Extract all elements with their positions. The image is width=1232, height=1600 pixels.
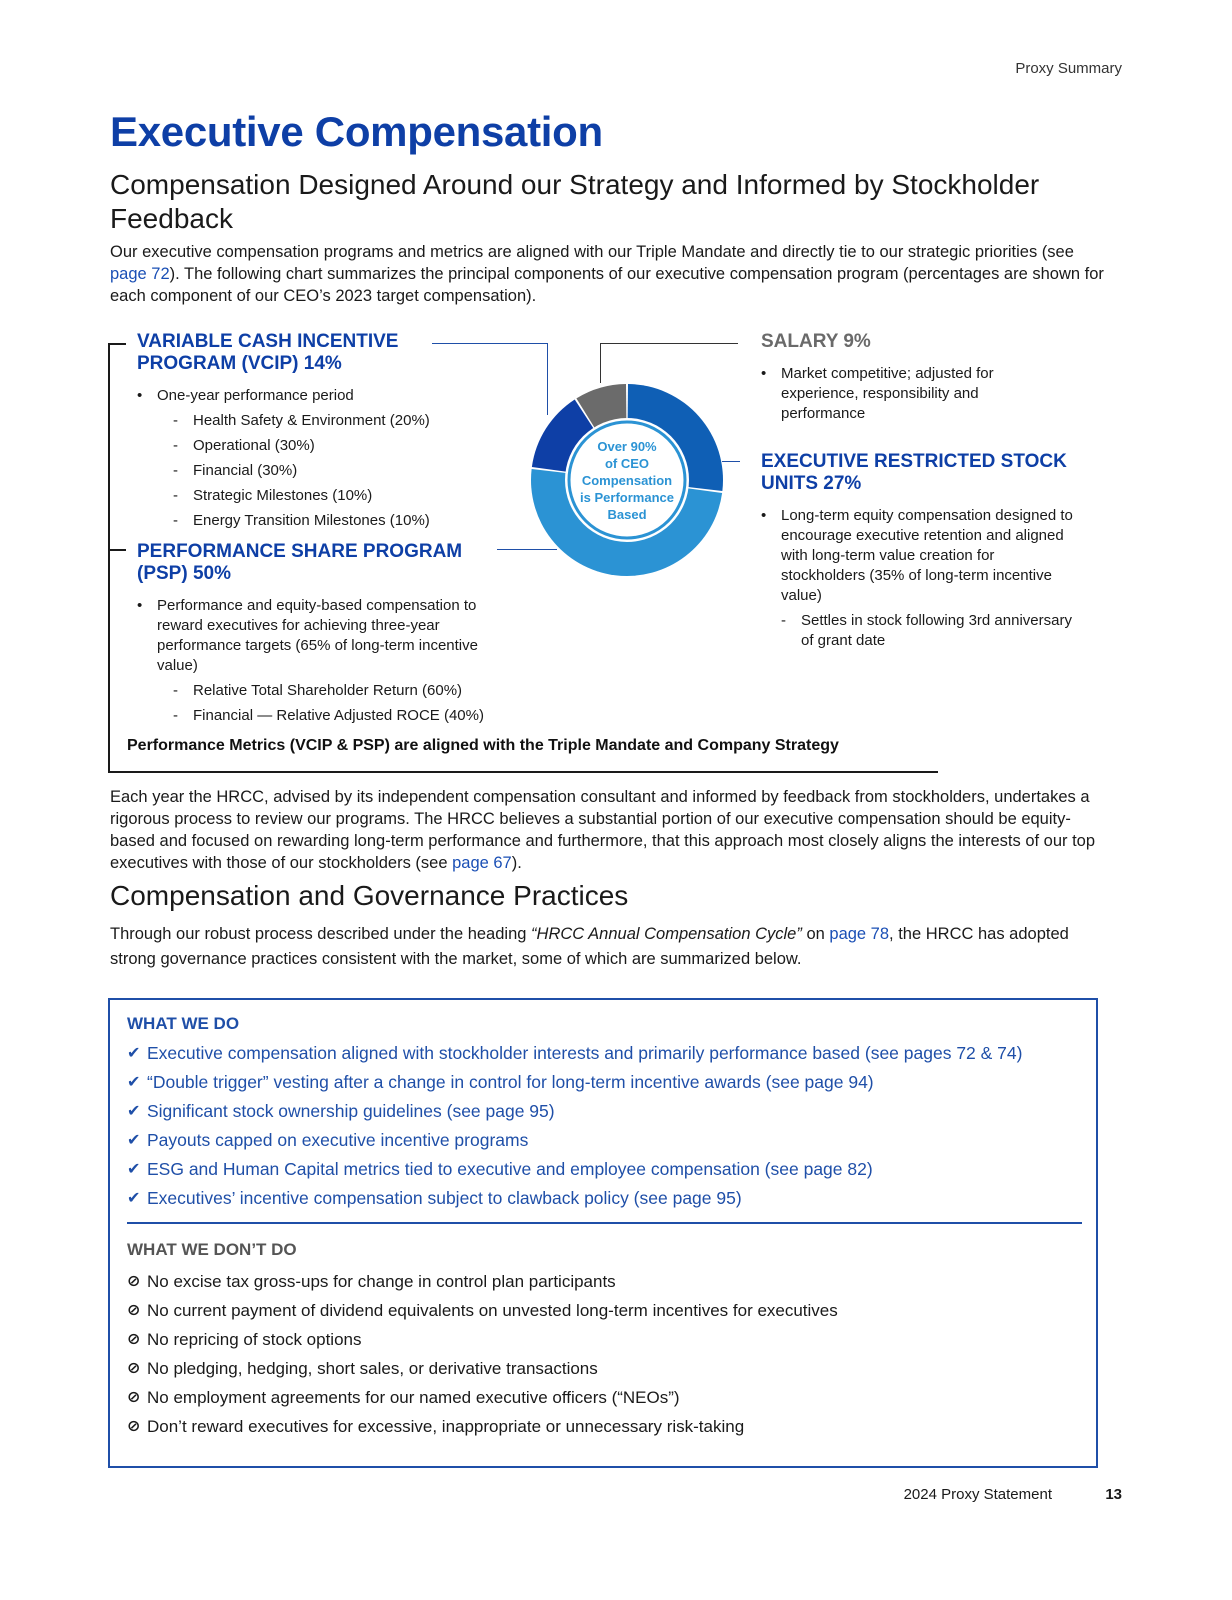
list-item: ⊘ No current payment of dividend equivalents on unvested long-term incentives for executives [127, 1301, 838, 1320]
governance-subtitle: Compensation and Governance Practices [110, 880, 629, 911]
checkmark-icon: ✔ [127, 1161, 141, 1178]
metrics-statement: Performance Metrics (VCIP & PSP) are aligned with the Triple Mandate and Company Strategy [127, 737, 839, 754]
checkmark-icon: ✔ [127, 1132, 141, 1149]
what-we-dont-do-heading: WHAT WE DON’T DO [127, 1240, 297, 1259]
psp-metric: - Financial — Relative Adjusted ROCE (40%) [137, 706, 517, 726]
vcip-metric: - Strategic Milestones (10%) [137, 486, 517, 506]
rsu-details [761, 506, 1081, 651]
prohibited-icon: ⊘ [127, 1418, 141, 1435]
prohibited-icon: ⊘ [127, 1360, 141, 1377]
footer-label: 2024 Proxy Statement [903, 1486, 1052, 1503]
list-item: ⊘ No employment agreements for our named executive officers (“NEOs”) [127, 1388, 680, 1407]
list-item: ✔ Significant stock ownership guidelines (see page 95) [127, 1101, 555, 1121]
salary-connector-drop [600, 343, 601, 383]
salary-details [761, 364, 1011, 424]
list-item: ✔ Executive compensation aligned with stockholder interests and primarily performance based (see pages 72 & 74) [127, 1043, 1023, 1063]
salary-heading: SALARY 9% [761, 331, 871, 352]
section-subtitle: Compensation Designed Around our Strategy and Informed by Stockholder Feedback [110, 169, 1040, 234]
checkmark-icon: ✔ [127, 1190, 141, 1207]
list-item: ✔ Executives’ incentive compensation subject to clawback policy (see page 95) [127, 1188, 742, 1208]
prohibited-icon: ⊘ [127, 1273, 141, 1290]
donut-center-label: is Performance [580, 490, 674, 505]
psp-details [137, 596, 517, 726]
list-item: ⊘ No excise tax gross-ups for change in control plan participants [127, 1272, 616, 1291]
rsu-bullet: • Long-term equity compensation designed to encourage executive retention and aligned with long-term value creation for stockholders (35% of long-term incentive value) [761, 506, 1081, 606]
salary-bullet: • Market competitive; adjusted for experience, responsibility and performance [761, 364, 1011, 424]
compensation-donut-chart [527, 380, 727, 580]
page-title: Executive Compensation [110, 108, 603, 155]
donut-center-label: Over 90% [597, 439, 657, 454]
list-item: ⊘ No repricing of stock options [127, 1330, 362, 1349]
vcip-bullet: • One-year performance period [137, 386, 517, 406]
page-link[interactable]: page 67 [452, 854, 512, 872]
what-we-do-heading: WHAT WE DO [127, 1014, 240, 1033]
donut-center-label: Compensation [581, 473, 673, 488]
vcip-metric: - Operational (30%) [137, 436, 517, 456]
what-we-dont-do-list [127, 1270, 1082, 1438]
psp-bullet: • Performance and equity-based compensation to reward executives for achieving three-year performance targets (65% of long-term incentive value) [137, 596, 497, 676]
page-link[interactable]: page 78 [829, 925, 890, 943]
prohibited-icon: ⊘ [127, 1302, 141, 1319]
list-item: ⊘ Don’t reward executives for excessive, inappropriate or unnecessary risk-taking [127, 1417, 745, 1436]
donut-center-label: of CEO [604, 456, 650, 471]
rsu-heading: EXECUTIVE RESTRICTED STOCK UNITS 27% [761, 451, 1067, 494]
page-link[interactable]: page 72 [110, 265, 170, 283]
prohibited-icon: ⊘ [127, 1389, 141, 1406]
vcip-metric: - Health Safety & Environment (20%) [137, 411, 517, 431]
salary-connector [600, 343, 738, 344]
bracket-bottom [108, 771, 938, 773]
prohibited-icon: ⊘ [127, 1331, 141, 1348]
page-number: 13 [1105, 1486, 1122, 1503]
rsu-sub: - Settles in stock following 3rd anniversary of grant date [761, 611, 1081, 651]
practices-box [108, 998, 1098, 1468]
donut-center-label: Based [607, 507, 647, 522]
hrcc-paragraph: Each year the HRCC, advised by its independent compensation consultant and informed by feedback from stockholders, undertakes a rigorous process to review our programs. The HRCC believes a substantial portion of our executive compensation should be equity-based and focused on rewarding long-term performance and furthermore, that this approach most closely aligns the interests of our top executives with those of our stockholders (see page 67). [110, 788, 1096, 872]
checkmark-icon: ✔ [127, 1103, 141, 1120]
psp-heading: PERFORMANCE SHARE PROGRAM (PSP) 50% [137, 541, 463, 584]
governance-paragraph: Through our robust process described under the heading “HRCC Annual Compensation Cycle” on page 78, the HRCC has adopted strong governance practices consistent with the market, some of which are summarized below. [110, 925, 1069, 968]
bracket-vertical [108, 343, 110, 773]
list-item: ✔ Payouts capped on executive incentive programs [127, 1130, 529, 1150]
list-item: ✔ “Double trigger” vesting after a change in control for long-term incentive awards (see page 94) [127, 1072, 874, 1092]
vcip-details [137, 386, 517, 531]
psp-metric: - Relative Total Shareholder Return (60%) [137, 681, 517, 701]
vcip-heading: VARIABLE CASH INCENTIVE PROGRAM (VCIP) 14% [137, 331, 399, 374]
list-item: ⊘ No pledging, hedging, short sales, or derivative transactions [127, 1359, 598, 1378]
section-divider [127, 1222, 1082, 1224]
checkmark-icon: ✔ [127, 1045, 141, 1062]
what-we-do-list [127, 1042, 1082, 1210]
vcip-connector [432, 343, 548, 344]
bracket-psp [108, 549, 126, 551]
checkmark-icon: ✔ [127, 1074, 141, 1091]
section-label: Proxy Summary [1015, 60, 1122, 77]
vcip-metric: - Financial (30%) [137, 461, 517, 481]
list-item: ✔ ESG and Human Capital metrics tied to executive and employee compensation (see page 82) [127, 1159, 873, 1179]
intro-paragraph: Our executive compensation programs and metrics are aligned with our Triple Mandate and directly tie to our strategic priorities (see page 72). The following chart summarizes the principal components of our executive compensation program (percentages are shown for each component of our CEO’s 2023 target compensation). [110, 243, 1104, 305]
vcip-metric: - Energy Transition Milestones (10%) [137, 511, 517, 531]
bracket-top [108, 343, 126, 345]
